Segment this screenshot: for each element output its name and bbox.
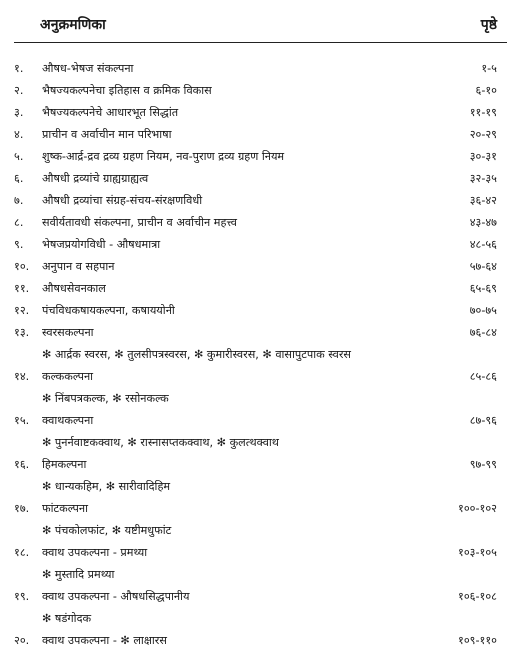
entry-title: क्वाथकल्पना bbox=[42, 414, 94, 427]
entry-subitems bbox=[0, 564, 515, 586]
entry-title: औषध-भेषज संकल्पना bbox=[42, 62, 134, 75]
toc-entry bbox=[0, 542, 515, 564]
entry-pages: ८५-८६ bbox=[469, 370, 497, 383]
entry-title: क्वाथ उपकल्पना - औषधसिद्धपानीय bbox=[42, 590, 190, 603]
toc-heading: अनुक्रमणिका bbox=[40, 17, 106, 33]
toc-entry bbox=[0, 454, 515, 476]
entry-pages: २०-२९ bbox=[469, 128, 497, 141]
toc-entry bbox=[0, 102, 515, 124]
entry-number: २. bbox=[14, 84, 24, 97]
entry-number: ५. bbox=[14, 150, 24, 163]
toc-entry bbox=[0, 300, 515, 322]
entry-title: औषधी द्रव्यांचा संग्रह-संचय-संरक्षणविधी bbox=[42, 194, 203, 207]
entry-number: १२. bbox=[14, 304, 30, 317]
entry-title: प्राचीन व अर्वाचीन मान परिभाषा bbox=[42, 128, 172, 141]
toc-entries bbox=[0, 58, 515, 652]
toc-entry bbox=[0, 146, 515, 168]
entry-pages: ३२-३५ bbox=[469, 172, 497, 185]
entry-number: १. bbox=[14, 62, 24, 75]
entry-title: क्वाथ उपकल्पना - ✻ लाक्षारस bbox=[42, 634, 167, 647]
subitems-text: ✻ षडंगोदक bbox=[42, 612, 92, 625]
entry-pages: ३६-४२ bbox=[469, 194, 497, 207]
entry-number: ११. bbox=[14, 282, 30, 295]
entry-title: पंचविधकषायकल्पना, कषाययोनी bbox=[42, 304, 175, 317]
entry-subitems bbox=[0, 344, 515, 366]
pages-column-heading: पृष्ठे bbox=[480, 17, 497, 33]
header-rule bbox=[14, 42, 507, 43]
toc-entry bbox=[0, 124, 515, 146]
entry-title: क्वाथ उपकल्पना - प्रमथ्या bbox=[42, 546, 148, 559]
entry-number: ६. bbox=[14, 172, 24, 185]
entry-pages: ६-१० bbox=[475, 84, 497, 97]
entry-pages: १-५ bbox=[481, 62, 497, 75]
entry-number: १८. bbox=[14, 546, 30, 559]
entry-title: औषधी द्रव्यांचे ग्राह्यग्राह्यत्व bbox=[42, 172, 149, 185]
entry-title: स्वरसकल्पना bbox=[42, 326, 94, 339]
entry-title: हिमकल्पना bbox=[42, 458, 87, 471]
subitems-text: ✻ पुनर्नवाष्टकक्वाथ, ✻ रास्नासप्तकक्वाथ, ✻ कुलत्थक्वाथ bbox=[42, 436, 279, 449]
entry-number: १४. bbox=[14, 370, 30, 383]
entry-title: भैषज्यकल्पनेचा इतिहास व क्रमिक विकास bbox=[42, 84, 212, 97]
entry-pages: ६५-६९ bbox=[469, 282, 497, 295]
toc-entry bbox=[0, 80, 515, 102]
toc-entry bbox=[0, 498, 515, 520]
entry-title: सवीर्यतावधी संकल्पना, प्राचीन व अर्वाचीन महत्त्व bbox=[42, 216, 237, 229]
entry-subitems bbox=[0, 520, 515, 542]
entry-subitems bbox=[0, 388, 515, 410]
entry-title: अनुपान व सहपान bbox=[42, 260, 115, 273]
toc-entry bbox=[0, 234, 515, 256]
entry-title: कल्ककल्पना bbox=[42, 370, 94, 383]
entry-number: ८. bbox=[14, 216, 24, 229]
entry-number: २०. bbox=[14, 634, 30, 647]
toc-entry bbox=[0, 366, 515, 388]
entry-pages: १०३-१०५ bbox=[458, 546, 497, 559]
entry-number: ४. bbox=[14, 128, 24, 141]
entry-number: १५. bbox=[14, 414, 30, 427]
entry-pages: ८७-९६ bbox=[469, 414, 497, 427]
entry-number: १७. bbox=[14, 502, 30, 515]
entry-number: ३. bbox=[14, 106, 24, 119]
entry-pages: ७०-७५ bbox=[469, 304, 497, 317]
entry-title: फांटकल्पना bbox=[42, 502, 89, 515]
entry-number: १३. bbox=[14, 326, 30, 339]
entry-pages: १००-१०२ bbox=[458, 502, 497, 515]
toc-entry bbox=[0, 256, 515, 278]
entry-title: औषधसेवनकाल bbox=[42, 282, 106, 295]
toc-entry bbox=[0, 58, 515, 80]
entry-title: भैषज्यकल्पनेचे आधारभूत सिद्धांत bbox=[42, 106, 179, 119]
toc-entry bbox=[0, 190, 515, 212]
entry-pages: १०९-११० bbox=[458, 634, 497, 647]
subitems-text: ✻ पंचकोलफांट, ✻ यष्टीमधुफांट bbox=[42, 524, 172, 537]
subitems-text: ✻ आर्द्रक स्वरस, ✻ तुलसीपत्रस्वरस, ✻ कुमारीस्वरस, ✻ वासापुटपाक स्वरस bbox=[42, 348, 352, 361]
entry-pages: ४८-५६ bbox=[469, 238, 497, 251]
entry-title: शुष्क-आर्द्र-द्रव द्रव्य ग्रहण नियम, नव-पुराण द्रव्य ग्रहण नियम bbox=[42, 150, 285, 163]
subitems-text: ✻ निंबपत्रकल्क, ✻ रसोनकल्क bbox=[42, 392, 169, 405]
entry-number: ७. bbox=[14, 194, 24, 207]
entry-pages: ९७-९९ bbox=[469, 458, 497, 471]
toc-entry bbox=[0, 168, 515, 190]
entry-pages: ७६-८४ bbox=[469, 326, 497, 339]
entry-pages: ४३-४७ bbox=[469, 216, 497, 229]
subitems-text: ✻ मुस्तादि प्रमथ्या bbox=[42, 568, 115, 581]
entry-title: भेषजप्रयोगविधी - औषधमात्रा bbox=[42, 238, 161, 251]
toc-entry bbox=[0, 278, 515, 300]
toc-entry bbox=[0, 630, 515, 652]
entry-number: १९. bbox=[14, 590, 30, 603]
subitems-text: ✻ धान्यकहिम, ✻ सारीवादिहिम bbox=[42, 480, 171, 493]
entry-pages: ११-१९ bbox=[469, 106, 497, 119]
entry-number: १०. bbox=[14, 260, 30, 273]
entry-pages: ५७-६४ bbox=[469, 260, 497, 273]
entry-subitems bbox=[0, 476, 515, 498]
entry-pages: १०६-१०८ bbox=[458, 590, 497, 603]
toc-entry bbox=[0, 410, 515, 432]
toc-entry bbox=[0, 322, 515, 344]
entry-subitems bbox=[0, 432, 515, 454]
entry-subitems bbox=[0, 608, 515, 630]
entry-pages: ३०-३१ bbox=[469, 150, 497, 163]
entry-number: ९. bbox=[14, 238, 24, 251]
entry-number: १६. bbox=[14, 458, 30, 471]
toc-entry bbox=[0, 212, 515, 234]
toc-entry bbox=[0, 586, 515, 608]
